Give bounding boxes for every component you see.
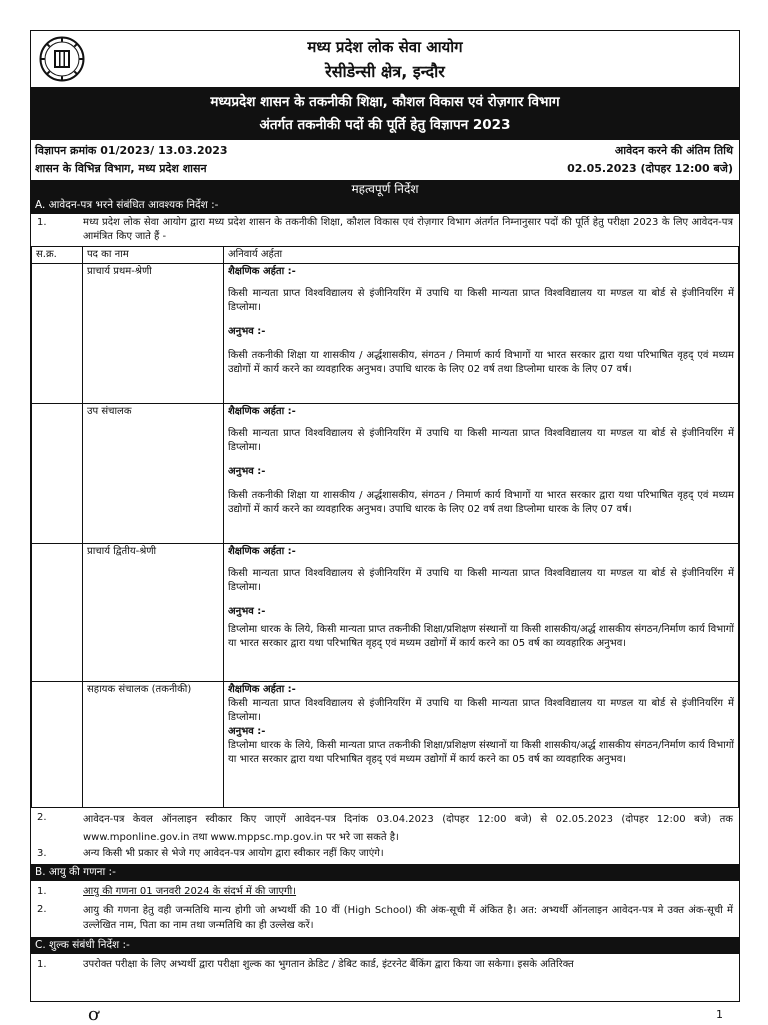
last-date-value: 02.05.2023 (दोपहर 12:00 बजे) xyxy=(567,162,733,175)
serial-cell xyxy=(32,264,83,404)
serial-cell xyxy=(32,404,83,544)
section-a-item-3 xyxy=(31,847,739,864)
experience-text: किसी तकनीकी शिक्षा या शासकीय / अर्द्धशासकीय, संगठन / निमार्ण कार्य विभागों या भारत सरकार द्वारा यथा परिभाषित वृहद् एवं मध्यम उद्योगों में कार्य करने का व्यवहारिक अनुभव। उपाधि धारक के लिए 02 वर्ष तथा डिप्लोमा धारक के लिए 07 वर्ष। xyxy=(228,490,734,515)
department-band xyxy=(31,88,739,140)
item-text: आवेदन-पत्र केवल ऑनलाइन स्वीकार किए जाएगें आवेदन-पत्र दिनांक 03.04.2023 (दोपहर 12:00 बजे) से 02.05.2023 (दोपहर 12:00 बजे) तक www.mponline.gov.in तथा www.mppsc.mp.gov.in पर भरे जा सकते है। xyxy=(83,814,733,843)
important-instructions-heading: महत्वपूर्ण निर्देश xyxy=(31,181,739,197)
qualification-text: किसी मान्यता प्राप्त विश्वविद्यालय से इंजीनियरिंग में उपाधि या किसी मान्यता प्राप्त विश्वविद्यालय या मण्डल या बोर्ड से इंजीनियरिंग में डिप्लोमा। xyxy=(228,698,735,723)
band-line-1: मध्यप्रदेश शासन के तकनीकी शिक्षा, कौशल विकास एवं रोज़गार विभाग xyxy=(210,94,560,110)
item-text: मध्य प्रदेश लोक सेवा आयोग द्वारा मध्य प्रदेश शासन के तकनीकी शिक्षा, कौशल विकास एवं रोज़गार विभाग अंतर्गत निम्नानुसार पदों की पूर्ति हेतु परीक्षा 2023 के लिए आवेदन-पत्र आमंत्रित किए जाते हैं - xyxy=(83,217,733,242)
qualification-cell xyxy=(224,682,739,808)
table-row xyxy=(32,264,739,404)
handwritten-signature: ơ xyxy=(88,1004,99,1025)
item-text: उपरोक्त परीक्षा के लिए अभ्यर्थी द्वारा परीक्षा शुल्क का भुगतान क्रेडिट / डेबिट कार्ड, इंटरनेट बैंकिंग द्वारा किया जा सकेगा। इसके अतिरिक्त xyxy=(83,959,574,970)
organization-address: रेसीडेन्सी क्षेत्र, इन्दौर xyxy=(325,62,445,81)
qualification-label: शैक्षणिक अर्हता :- xyxy=(228,684,296,695)
item-number: 3. xyxy=(37,848,47,859)
last-date-label: आवेदन करने की अंतिम तिथि xyxy=(614,144,733,157)
table-header-row xyxy=(32,247,739,264)
item-number: 1. xyxy=(37,959,47,970)
section-a-item-2 xyxy=(31,808,739,847)
section-b-item-1 xyxy=(31,881,739,899)
item-text: आयु की गणना 01 जनवरी 2024 के संदर्भ में की जाएगी। xyxy=(83,886,297,897)
table-row xyxy=(32,404,739,544)
section-b-item-2 xyxy=(31,899,739,937)
column-header-serial: स.क्र. xyxy=(32,247,83,264)
section-a-item-1 xyxy=(31,214,739,246)
experience-text: डिप्लोमा धारक के लिये, किसी मान्यता प्राप्त तकनीकी शिक्षा/प्रशिक्षण संस्थानों या किसी शासकीय/अर्द्ध शासकीय संगठन/निर्माण कार्य विभागों या भारत सरकार द्वारा यथा परिभाषित वृहद् एवं मध्यम उद्योगों में कार्य करने का 05 वर्ष का व्यवहारिक अनुभव। xyxy=(228,624,734,649)
experience-text: डिप्लोमा धारक के लिये, किसी मान्यता प्राप्त तकनीकी शिक्षा/प्रशिक्षण संस्थानों या किसी शासकीय/अर्द्ध शासकीय संगठन/निर्माण कार्य विभागों या भारत सरकार द्वारा यथा परिभाषित वृहद् एवं मध्यम उद्योगों में कार्य करने का 05 वर्ष का व्यवहारिक अनुभव। xyxy=(228,740,734,765)
post-name: प्राचार्य प्रथम-श्रेणी xyxy=(83,264,224,404)
advertisement-info xyxy=(31,140,739,181)
section-b-heading: B. आयु की गणना :- xyxy=(31,864,739,881)
item-text: आयु की गणना हेतु वही जन्मतिथि मान्य होगी जो अभ्यर्थी की 10 वीं (High School) की अंक-सूची में अंकित है। अत: अभ्यर्थी ऑनलाइन आवेदन-पत्र मे उक्त अंक-सूची में उल्लेखित नाम, पिता का नाम तथा जन्मतिथि का ही उल्लेख करें। xyxy=(83,905,733,931)
page-number: 1 xyxy=(716,1008,723,1021)
experience-label: अनुभव :- xyxy=(228,466,266,477)
section-a-heading: A. आवेदन-पत्र भरने संबंधित आवश्यक निर्देश :- xyxy=(31,197,739,214)
section-c-item-1 xyxy=(31,954,739,972)
item-number: 1. xyxy=(37,886,47,897)
table-row xyxy=(32,544,739,682)
serial-cell xyxy=(32,682,83,808)
document-page xyxy=(30,30,740,1002)
serial-cell xyxy=(32,544,83,682)
qualification-label: शैक्षणिक अर्हता :- xyxy=(228,266,296,277)
item-text: अन्य किसी भी प्रकार से भेजे गए आवेदन-पत्र आयोग द्वारा स्वीकार नहीं किए जाएंगे। xyxy=(83,848,384,859)
qualification-text: किसी मान्यता प्राप्त विश्वविद्यालय से इंजीनियरिंग में उपाधि या किसी मान्यता प्राप्त विश्वविद्यालय या मण्डल या बोर्ड से इंजीनियरिंग में डिप्लोमा। xyxy=(228,288,735,313)
item-number: 2. xyxy=(37,904,47,915)
item-number: 2. xyxy=(37,812,47,823)
qualification-cell xyxy=(224,544,739,682)
table-row xyxy=(32,682,739,808)
item-number: 1. xyxy=(37,217,47,228)
document-header xyxy=(31,31,739,88)
experience-text: किसी तकनीकी शिक्षा या शासकीय / अर्द्धशासकीय, संगठन / निमार्ण कार्य विभागों या भारत सरकार द्वारा यथा परिभाषित वृहद् एवं मध्यम उद्योगों में कार्य करने का व्यवहारिक अनुभव। उपाधि धारक के लिए 02 वर्ष तथा डिप्लोमा धारक के लिए 07 वर्ष। xyxy=(228,350,734,375)
band-line-2: अंतर्गत तकनीकी पदों की पूर्ति हेतु विज्ञापन 2023 xyxy=(259,117,511,133)
column-header-post: पद का नाम xyxy=(83,247,224,264)
column-header-qualification: अनिवार्य अर्हता xyxy=(224,247,739,264)
advertisement-number: विज्ञापन क्रमांक 01/2023/ 13.03.2023 xyxy=(35,144,228,157)
section-c-heading: C. शुल्क संबंधी निर्देश :- xyxy=(31,937,739,954)
qualification-text: किसी मान्यता प्राप्त विश्वविद्यालय से इंजीनियरिंग में उपाधि या किसी मान्यता प्राप्त विश्वविद्यालय या मण्डल या बोर्ड से इंजीनियरिंग में डिप्लोमा। xyxy=(228,428,735,453)
qualification-label: शैक्षणिक अर्हता :- xyxy=(228,546,296,557)
experience-label: अनुभव :- xyxy=(228,326,266,337)
post-name: सहायक संचालक (तकनीकी) xyxy=(83,682,224,808)
qualification-label: शैक्षणिक अर्हता :- xyxy=(228,406,296,417)
qualification-cell xyxy=(224,264,739,404)
post-name: उप संचालक xyxy=(83,404,224,544)
post-name: प्राचार्य द्वितीय-श्रेणी xyxy=(83,544,224,682)
experience-label: अनुभव :- xyxy=(228,606,266,617)
department-text: शासन के विभिन्न विभाग, मध्य प्रदेश शासन xyxy=(35,162,207,175)
posts-table xyxy=(31,246,739,808)
qualification-text: किसी मान्यता प्राप्त विश्वविद्यालय से इंजीनियरिंग में उपाधि या किसी मान्यता प्राप्त विश्वविद्यालय या मण्डल या बोर्ड से इंजीनियरिंग में डिप्लोमा। xyxy=(228,568,735,593)
qualification-cell xyxy=(224,404,739,544)
experience-label: अनुभव :- xyxy=(228,726,266,737)
organization-name: मध्य प्रदेश लोक सेवा आयोग xyxy=(307,38,463,56)
